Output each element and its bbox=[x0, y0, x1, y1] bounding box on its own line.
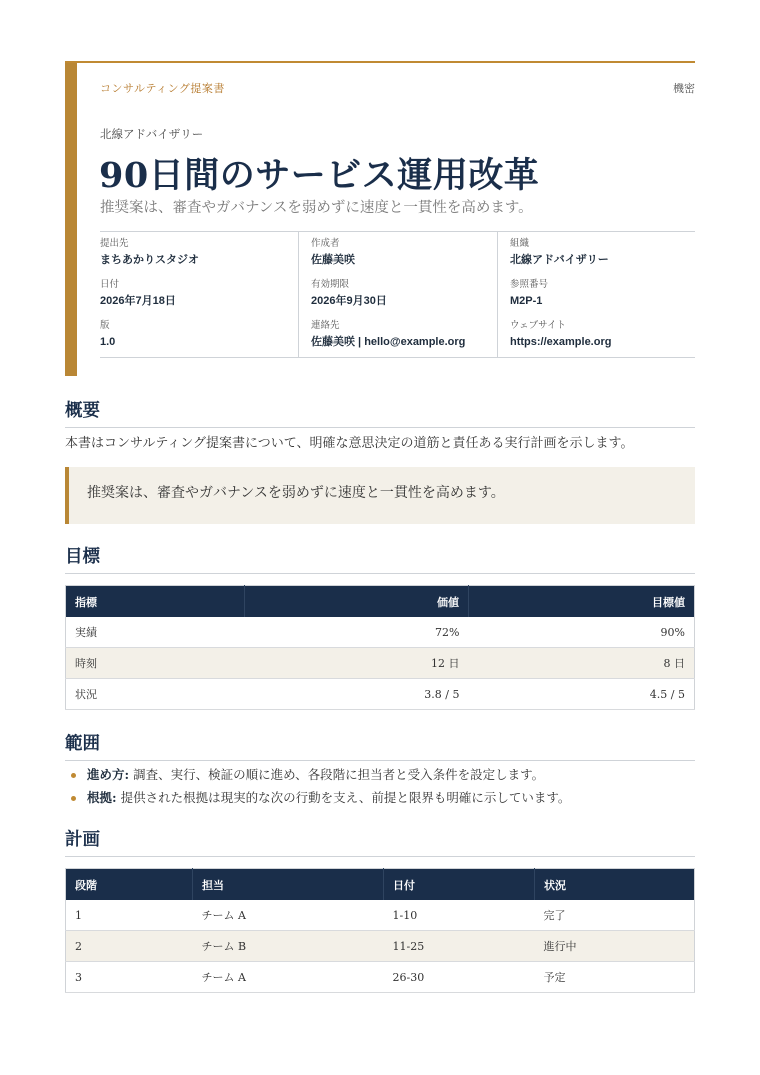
cover-block bbox=[65, 63, 695, 376]
table-row bbox=[66, 679, 695, 710]
recommendation-callout: 推奨案は、審査やガバナンスを弱めずに速度と一貫性を高めます。 bbox=[65, 467, 695, 524]
meta-label: 有効期限 bbox=[311, 279, 350, 290]
table-cell: 状況 bbox=[66, 679, 245, 710]
column-header: 段階 bbox=[66, 869, 193, 901]
table-header-row bbox=[66, 586, 695, 618]
column-header: 価値 bbox=[245, 586, 469, 618]
table-cell: 2 bbox=[66, 931, 193, 962]
meta-label: 参照番号 bbox=[510, 279, 549, 290]
meta-value: まちあかりスタジオ bbox=[100, 254, 199, 266]
list-item-term: 根拠: bbox=[87, 790, 117, 805]
table-cell: 3 bbox=[66, 962, 193, 993]
table-header-row bbox=[66, 869, 695, 901]
table-row bbox=[66, 617, 695, 648]
meta-value: 2026年9月30日 bbox=[311, 295, 387, 307]
meta-item-date bbox=[100, 278, 298, 319]
table-cell: 1 bbox=[66, 900, 193, 931]
meta-item-recipient bbox=[100, 237, 298, 278]
page-title: 90日間のサービス運用改革 bbox=[99, 155, 540, 196]
table-cell: 8 日 bbox=[469, 648, 695, 679]
table-row bbox=[66, 648, 695, 679]
table-cell: 時刻 bbox=[66, 648, 245, 679]
meta-label: 連絡先 bbox=[311, 320, 340, 331]
list-item-text: 調査、実行、検証の順に進め、各段階に担当者と受入条件を設定します。 bbox=[133, 767, 545, 782]
section-heading-scope: 範囲 bbox=[65, 730, 695, 761]
column-header: 日付 bbox=[384, 869, 535, 901]
goals-table bbox=[65, 585, 695, 710]
section-heading-plan: 計画 bbox=[65, 826, 695, 857]
table-cell: 90% bbox=[469, 617, 695, 648]
meta-item-reference bbox=[510, 278, 695, 319]
scope-list bbox=[65, 765, 570, 811]
list-item-text: 提供された根拠は現実的な次の行動を支え、前提と限界も明確に示しています。 bbox=[120, 790, 571, 805]
meta-item-contact bbox=[311, 319, 497, 360]
bullet-icon bbox=[71, 773, 76, 778]
column-header: 状況 bbox=[535, 869, 695, 901]
table-cell: 4.5 / 5 bbox=[469, 679, 695, 710]
meta-label: 提出先 bbox=[100, 238, 129, 249]
list-item-term: 進め方: bbox=[87, 767, 130, 782]
summary-paragraph: 本書はコンサルティング提案書について、明確な意思決定の道筋と責任ある実行計画を示します。 bbox=[65, 436, 634, 451]
section-heading-goals: 目標 bbox=[65, 543, 695, 574]
meta-item-author bbox=[311, 237, 497, 278]
confidential-label: 機密 bbox=[673, 82, 695, 95]
table-cell: 実績 bbox=[66, 617, 245, 648]
table-cell: チーム A bbox=[193, 900, 384, 931]
meta-label: ウェブサイト bbox=[510, 320, 566, 331]
column-header: 担当 bbox=[193, 869, 384, 901]
table-cell: チーム B bbox=[193, 931, 384, 962]
table-cell: 3.8 / 5 bbox=[245, 679, 469, 710]
organization-name: 北線アドバイザリー bbox=[100, 127, 204, 141]
meta-label: 作成者 bbox=[311, 238, 340, 249]
meta-value: https://example.org bbox=[510, 336, 612, 348]
meta-item-version bbox=[100, 319, 298, 360]
table-row bbox=[66, 931, 695, 962]
cover-accent-bar bbox=[65, 63, 77, 376]
column-header: 目標値 bbox=[469, 586, 695, 618]
meta-value: 佐藤美咲 bbox=[311, 254, 355, 266]
table-cell: 72% bbox=[245, 617, 469, 648]
meta-label: 日付 bbox=[100, 279, 120, 290]
table-row bbox=[66, 962, 695, 993]
metadata-column bbox=[298, 232, 497, 357]
document-type-label: コンサルティング提案書 bbox=[100, 82, 225, 95]
table-row bbox=[66, 900, 695, 931]
metadata-column bbox=[100, 232, 298, 357]
list-item bbox=[65, 788, 570, 811]
column-header: 指標 bbox=[66, 586, 245, 618]
meta-value: 北線アドバイザリー bbox=[510, 254, 609, 266]
meta-item-expiry bbox=[311, 278, 497, 319]
section-heading-summary: 概要 bbox=[65, 397, 695, 428]
table-cell: 12 日 bbox=[245, 648, 469, 679]
table-cell: 完了 bbox=[535, 900, 695, 931]
page-subtitle: 推奨案は、審査やガバナンスを弱めずに速度と一貫性を高めます。 bbox=[100, 200, 533, 216]
meta-item-website bbox=[510, 319, 695, 360]
meta-value: M2P-1 bbox=[510, 295, 543, 307]
metadata-grid bbox=[100, 231, 695, 358]
meta-value: 2026年7月18日 bbox=[100, 295, 176, 307]
table-cell: 11-25 bbox=[384, 931, 535, 962]
metadata-column bbox=[497, 232, 695, 357]
bullet-icon bbox=[71, 796, 76, 801]
table-cell: チーム A bbox=[193, 962, 384, 993]
table-cell: 26-30 bbox=[384, 962, 535, 993]
list-item bbox=[65, 765, 570, 788]
meta-label: 組織 bbox=[510, 238, 530, 249]
table-cell: 進行中 bbox=[535, 931, 695, 962]
meta-value: 1.0 bbox=[100, 336, 116, 348]
meta-item-organization bbox=[510, 237, 695, 278]
meta-value: 佐藤美咲 | hello@example.org bbox=[311, 336, 466, 348]
table-cell: 予定 bbox=[535, 962, 695, 993]
plan-table bbox=[65, 868, 695, 993]
table-cell: 1-10 bbox=[384, 900, 535, 931]
meta-label: 版 bbox=[100, 320, 110, 331]
